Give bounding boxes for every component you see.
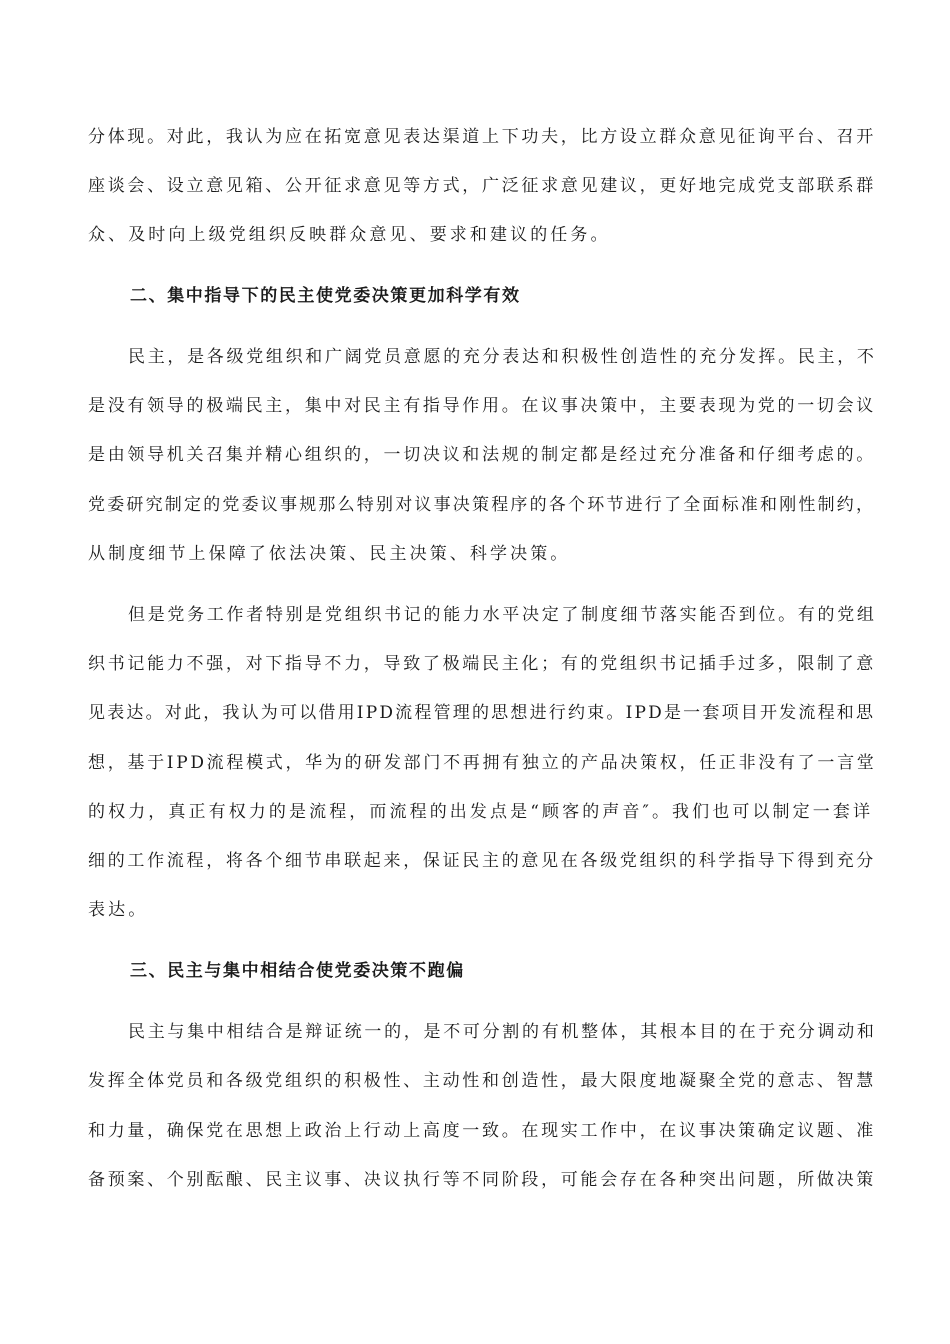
body-text-line: 是由领导机关召集并精心组织的，一切决议和法规的制定都是经过充分准备和仔细考虑的。: [88, 445, 876, 465]
body-text-line: 民主，是各级党组织和广阔党员意愿的充分表达和积极性创造性的充分发挥。民主，不: [128, 347, 877, 367]
body-text-line: 是没有领导的极端民主，集中对民主有指导作用。在议事决策中，主要表现为党的一切会议: [88, 396, 876, 416]
body-text-line: 党委研究制定的党委议事规那么特别对议事决策程序的各个环节进行了全面标准和刚性制约，: [88, 495, 876, 515]
body-text-line: 分体现。对此，我认为应在拓宽意见表达渠道上下功夫，比方设立群众意见征询平台、召开: [88, 127, 876, 147]
body-text-line: 的权力，真正有权力的是流程，而流程的出发点是“顾客的声音″。我们也可以制定一套详: [88, 802, 874, 822]
body-text-line: 织书记能力不强，对下指导不力，导致了极端民主化；有的党组织书记插手过多，限制了意: [88, 654, 876, 674]
body-text-line: 从制度细节上保障了依法决策、民主决策、科学决策。: [88, 544, 571, 564]
body-text-line: 见表达。对此，我认为可以借用IPD流程管理的思想进行约束。IPD是一套项目开发流程和思: [88, 703, 876, 723]
body-text-line: 和力量，确保党在思想上政治上行动上高度一致。在现实工作中，在议事决策确定议题、准: [88, 1121, 876, 1141]
section-heading-2: 二、集中指导下的民主使党委决策更加科学有效: [130, 286, 521, 306]
body-text-line: 但是党务工作者特别是党组织书记的能力水平决定了制度细节落实能否到位。有的党组: [128, 605, 877, 625]
section-heading-3: 三、民主与集中相结合使党委决策不跑偏: [130, 961, 465, 981]
body-text-line: 民主与集中相结合是辩证统一的，是不可分割的有机整体，其根本目的在于充分调动和: [128, 1022, 877, 1042]
body-text-line: 想，基于IPD流程模式，华为的研发部门不再拥有独立的产品决策权，任正非没有了一言堂: [88, 753, 877, 773]
body-text-line: 发挥全体党员和各级党组织的积极性、主动性和创造性，最大限度地凝聚全党的意志、智慧: [88, 1071, 876, 1091]
body-text-line: 众、及时向上级党组织反映群众意见、要求和建议的任务。: [88, 225, 611, 245]
body-text-line: 备预案、个别酝酿、民主议事、决议执行等不同阶段，可能会存在各种突出问题，所做决策: [88, 1170, 876, 1190]
body-text-line: 细的工作流程，将各个细节串联起来，保证民主的意见在各级党组织的科学指导下得到充分: [88, 851, 876, 871]
body-text-line: 座谈会、设立意见箱、公开征求意见等方式，广泛征求意见建议，更好地完成党支部联系群: [88, 176, 876, 196]
body-text-line: 表达。: [88, 900, 149, 920]
